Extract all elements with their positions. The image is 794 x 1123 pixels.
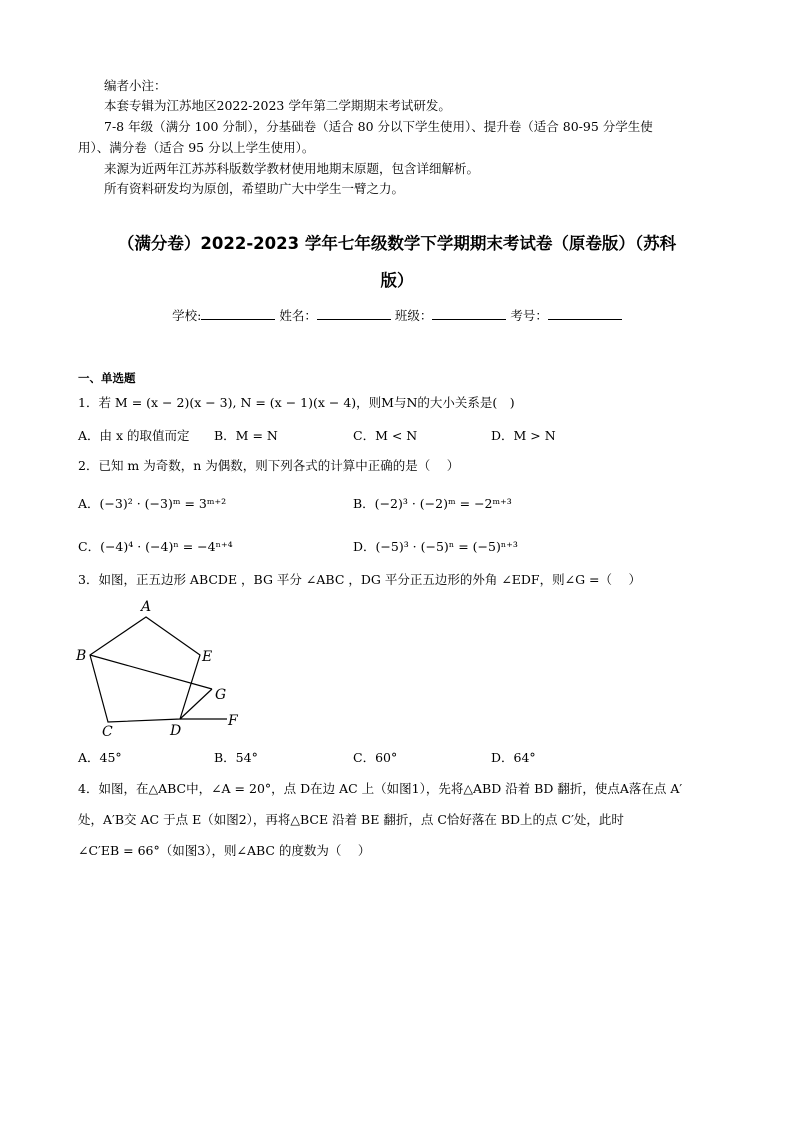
question-4-line-1: 4．如图，在△ABC中，∠A = 20°，点 D在边 AC 上（如图1），先将△ABD 沿着 BD 翻折，使点A落在点 A′ bbox=[78, 781, 683, 796]
question-3-stem: 3．如图，正五边形 ABCDE ，BG 平分 ∠ABC ，DG 平分正五边形的外角 ∠EDF，则∠G =（ ） bbox=[78, 572, 641, 587]
label-g: G bbox=[215, 687, 227, 703]
name-blank[interactable] bbox=[317, 307, 391, 320]
pentagon-shape bbox=[90, 617, 200, 722]
note-paragraph-3: 来源为近两年江苏苏科版数学教材使用地期末原题，包含详细解析。 bbox=[104, 161, 480, 176]
question-1-option-b: B．M = N bbox=[214, 428, 278, 443]
label-b: B bbox=[76, 648, 87, 664]
question-1-stem: 1．若 M = (x − 2)(x − 3), N = (x − 1)(x − 4)，则M与N的大小关系是( ) bbox=[78, 395, 515, 410]
bisector-bg bbox=[90, 655, 212, 689]
question-1-option-d: D．M > N bbox=[491, 428, 556, 443]
question-1-option-c: C．M < N bbox=[353, 428, 418, 443]
number-blank[interactable] bbox=[548, 307, 622, 320]
pentagon-figure bbox=[70, 598, 250, 738]
school-label: 学校: bbox=[172, 308, 202, 323]
label-d: D bbox=[170, 723, 182, 738]
question-3-option-d: D．64° bbox=[491, 750, 536, 765]
question-3-option-a: A．45° bbox=[78, 750, 122, 765]
label-f: F bbox=[228, 713, 238, 729]
question-1-option-a: A．由 x 的取值而定 bbox=[78, 428, 190, 443]
label-e: E bbox=[202, 649, 213, 665]
question-2-stem: 2．已知 m 为奇数，n 为偶数，则下列各式的计算中正确的是（ ） bbox=[78, 458, 460, 473]
name-label: 姓名： bbox=[279, 308, 317, 323]
question-3-option-b: B．54° bbox=[214, 750, 258, 765]
class-blank[interactable] bbox=[432, 307, 506, 320]
student-info-row bbox=[0, 306, 794, 324]
exam-title-line-2: 版） bbox=[380, 271, 414, 290]
note-paragraph-2b: 用）、满分卷（适合 95 分以上学生使用）。 bbox=[78, 140, 315, 155]
question-4-line-3: ∠C′EB = 66°（如图3），则∠ABC 的度数为（ ） bbox=[78, 843, 371, 858]
note-paragraph-2a: 7-8 年级（满分 100 分制），分基础卷（适合 80 分以下学生使用）、提升卷（适合 80-95 分学生使 bbox=[104, 119, 653, 134]
school-blank[interactable] bbox=[201, 307, 275, 320]
section-heading: 一、单选题 bbox=[78, 371, 136, 385]
exam-title-line-1: （满分卷）2022-2023 学年七年级数学下学期期末考试卷（原卷版）（苏科 bbox=[117, 234, 677, 253]
question-4-line-2: 处，A′B交 AC 于点 E（如图2），再将△BCE 沿着 BE 翻折，点 C恰好落在 BD上的点 C′处，此时 bbox=[78, 812, 624, 827]
class-label: 班级： bbox=[394, 308, 433, 323]
label-a: A bbox=[141, 599, 152, 615]
question-2-option-a: A．(−3)² · (−3)ᵐ = 3ᵐ⁺² bbox=[78, 496, 227, 511]
question-3-option-c: C．60° bbox=[353, 750, 398, 765]
question-2-option-b: B．(−2)³ · (−2)ᵐ = −2ᵐ⁺³ bbox=[353, 496, 512, 511]
question-2-option-d: D．(−5)³ · (−5)ⁿ = (−5)ⁿ⁺³ bbox=[353, 539, 518, 554]
note-paragraph-1: 本套专辑为江苏地区2022-2023 学年第二学期期末考试研发。 bbox=[104, 98, 451, 113]
label-c: C bbox=[102, 724, 113, 738]
number-label: 考号： bbox=[510, 308, 548, 323]
note-paragraph-4: 所有资料研发均为原创，希望助广大中学生一臂之力。 bbox=[104, 181, 405, 196]
question-2-option-c: C．(−4)⁴ · (−4)ⁿ = −4ⁿ⁺⁴ bbox=[78, 539, 233, 554]
note-heading: 编者小注： bbox=[104, 78, 167, 93]
